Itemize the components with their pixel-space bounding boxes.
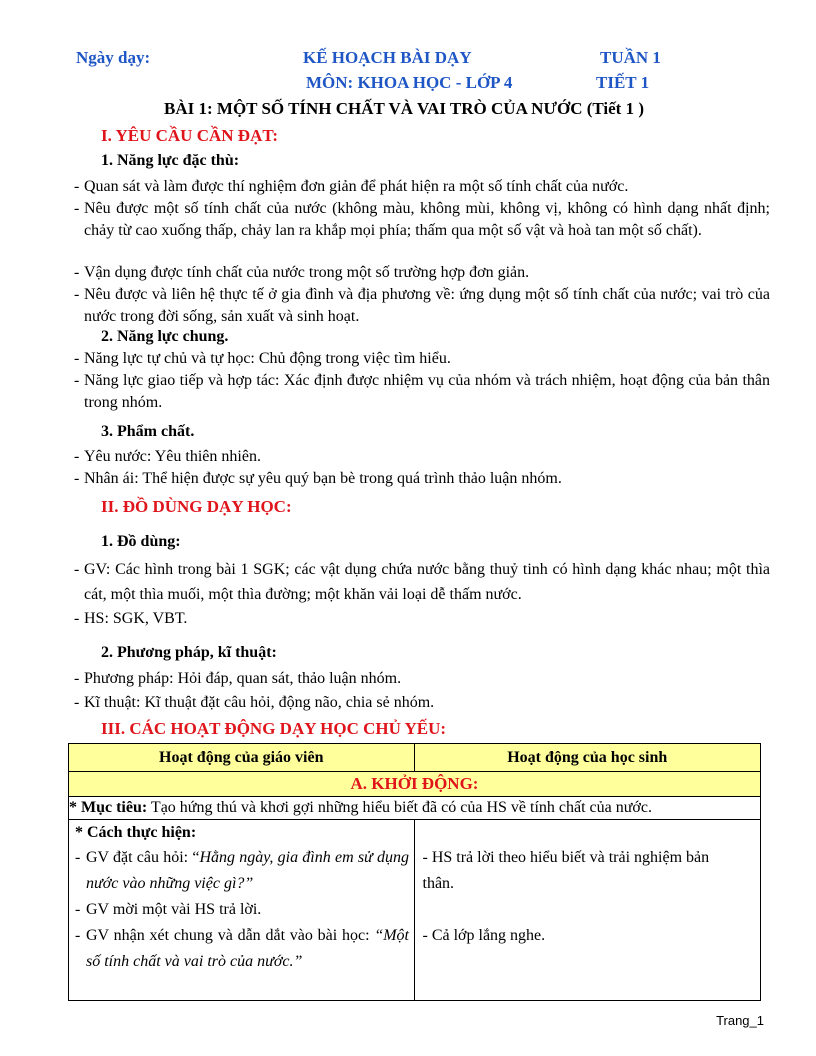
student-step-1: - HS trả lời theo hiểu biết và trải nghiệm bản thân. <box>422 849 710 892</box>
section-1-sub2: 2. Năng lực chung. <box>101 328 229 345</box>
table-header-row <box>69 744 761 772</box>
list-item: - Kĩ thuật: Kĩ thuật đặt câu hỏi, động não, chia sẻ nhóm. <box>74 694 435 711</box>
table-row <box>69 820 761 1001</box>
section-1-title: I. YÊU CẦU CẦN ĐẠT: <box>101 126 279 145</box>
teacher-step-1: - GV đặt câu hỏi: “Hằng ngày, gia đình em sử dụng nước vào những việc gì?” <box>75 849 410 892</box>
week-label: TUẦN 1 <box>600 48 661 67</box>
student-step-2: - Cả lớp lắng nghe. <box>422 927 546 944</box>
teacher-step-2: - GV mời một vài HS trả lời. <box>75 901 262 918</box>
list-item: - Phương pháp: Hỏi đáp, quan sát, thảo luận nhóm. <box>74 670 402 687</box>
section-2-sub2: 2. Phương pháp, kĩ thuật: <box>101 644 277 661</box>
subject-label: MÔN: KHOA HỌC - LỚP 4 <box>306 73 513 92</box>
date-label: Ngày dạy: <box>76 48 151 67</box>
objective-label: * Mục tiêu: <box>69 799 148 816</box>
section-2-sub1: 1. Đồ dùng: <box>101 533 181 550</box>
list-item: - Yêu nước: Yêu thiên nhiên. <box>74 448 261 465</box>
part-a-row <box>69 772 761 797</box>
plan-title: KẾ HOẠCH BÀI DẠY <box>303 48 472 67</box>
part-a-title: A. KHỞI ĐỘNG: <box>69 772 761 797</box>
student-cell <box>414 820 761 1001</box>
method-label: * Cách thực hiện: <box>75 824 197 841</box>
list-item: - Nhân ái: Thể hiện được sự yêu quý bạn bè trong quá trình thảo luận nhóm. <box>74 470 562 487</box>
lesson-title: BÀI 1: MỘT SỐ TÍNH CHẤT VÀ VAI TRÒ CỦA NƯỚC (Tiết 1 ) <box>164 99 645 118</box>
col-header-teacher: Hoạt động của giáo viên <box>69 744 415 772</box>
col-header-student: Hoạt động của học sinh <box>414 744 761 772</box>
list-item: - Năng lực giao tiếp và hợp tác: Xác định được nhiệm vụ của nhóm và trách nhiệm, hoạt động của bản thân trong nhóm. <box>74 372 770 411</box>
page-number: Trang_1 <box>716 1013 764 1028</box>
teacher-step-3: - GV nhận xét chung và dẫn dắt vào bài học: “Một số tính chất và vai trò của nước.” <box>75 927 409 970</box>
objective-cell <box>69 797 761 820</box>
objective-text: Tạo hứng thú và khơi gợi những hiểu biết đã có của HS về tính chất của nước. <box>147 799 652 816</box>
list-item: - Năng lực tự chủ và tự học: Chủ động trong việc tìm hiểu. <box>74 350 451 367</box>
list-item: - Vận dụng được tính chất của nước trong một số trường hợp đơn giản. <box>74 264 530 281</box>
objective-row <box>69 797 761 820</box>
list-item: - Nêu được và liên hệ thực tế ở gia đình và địa phương về: ứng dụng một số tính chất của nước; vai trò của nước trong đời sống, sản xuất và sinh hoạt. <box>74 286 770 325</box>
activity-table <box>68 743 761 1001</box>
list-item: - GV: Các hình trong bài 1 SGK; các vật dụng chứa nước bằng thuỷ tinh có hình dạng khác nhau; một thìa cát, một thìa muối, một thìa đường; một khăn vải loại dễ thấm nước. <box>74 561 770 603</box>
section-1-sub3: 3. Phẩm chất. <box>101 423 195 440</box>
teacher-cell <box>69 820 415 1001</box>
section-3-title: III. CÁC HOẠT ĐỘNG DẠY HỌC CHỦ YẾU: <box>101 719 447 738</box>
list-item: - Quan sát và làm được thí nghiệm đơn giản để phát hiện ra một số tính chất của nước. <box>74 178 629 195</box>
period-label: TIẾT 1 <box>596 73 650 92</box>
section-2-title: II. ĐỒ DÙNG DẠY HỌC: <box>101 497 292 516</box>
list-item: - Nêu được một số tính chất của nước (không màu, không mùi, không vị, không có hình dạng nhất định; chảy từ cao xuống thấp, chảy lan ra khắp mọi phía; thấm qua một số vật và hoà tan một số chất). <box>74 200 770 239</box>
section-1-sub1: 1. Năng lực đặc thù: <box>101 152 240 169</box>
list-item: - HS: SGK, VBT. <box>74 610 188 627</box>
